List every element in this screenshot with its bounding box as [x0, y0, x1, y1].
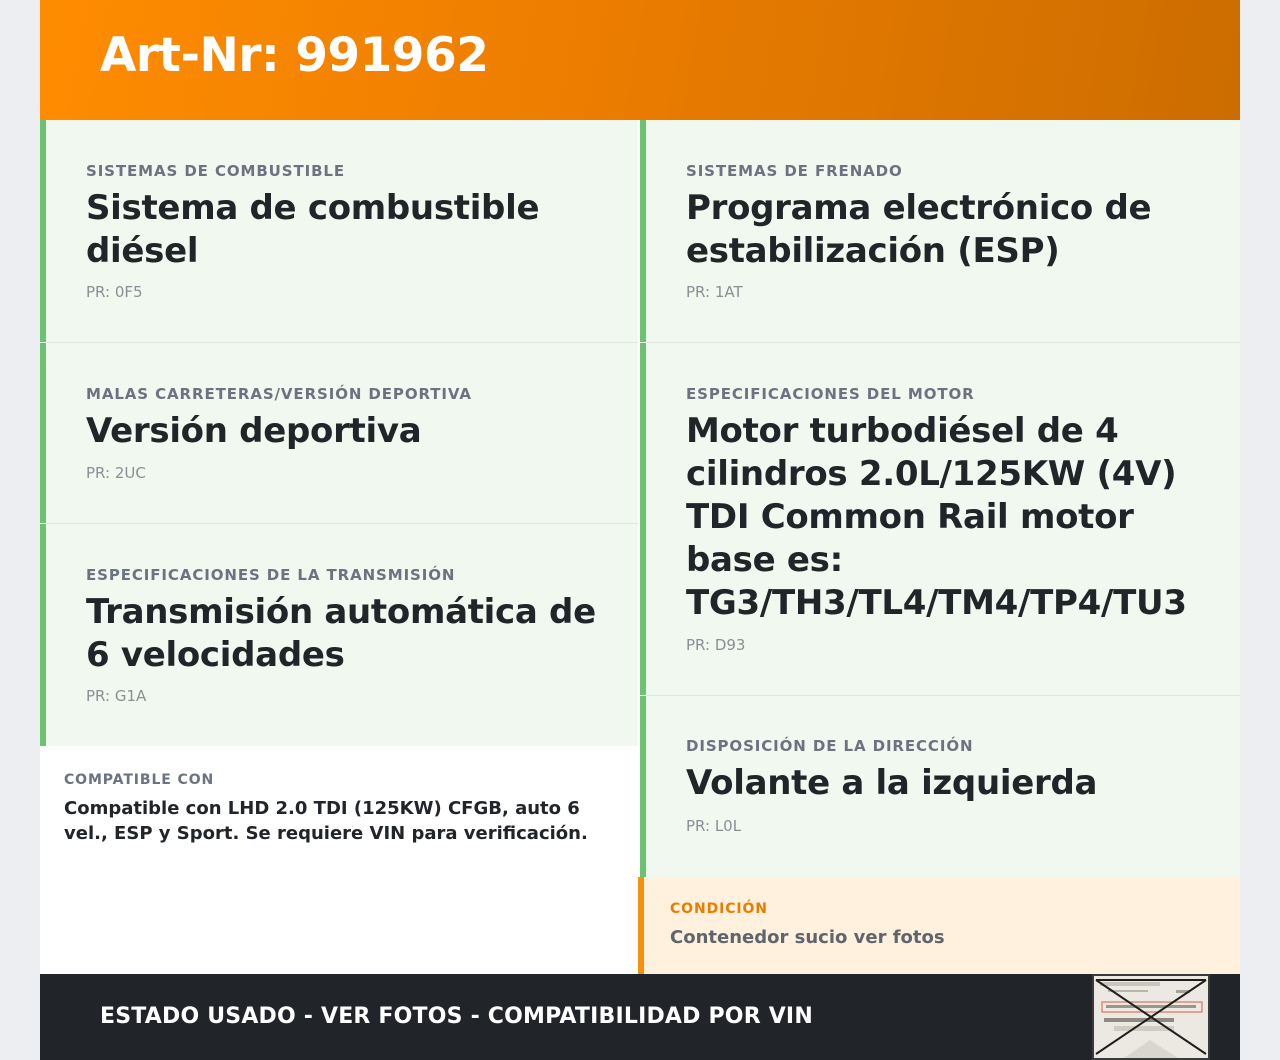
spec-pr-code: PR: D93	[686, 636, 746, 654]
spec-category: ESPECIFICACIONES DE LA TRANSMISIÓN	[86, 566, 456, 584]
spec-pr-code: PR: 2UC	[86, 464, 146, 482]
spec-card-sport-version	[40, 343, 638, 523]
compatibility-label: COMPATIBLE CON	[64, 772, 215, 788]
spec-category: MALAS CARRETERAS/VERSIÓN DEPORTIVA	[86, 385, 472, 403]
spec-value: Versión deportiva	[86, 411, 422, 451]
spec-pr-code: PR: G1A	[86, 687, 147, 705]
spec-value: Programa electrónico de estabilización (ESP)	[686, 188, 1152, 271]
compatibility-section	[40, 746, 638, 974]
footer-bar	[40, 974, 1240, 1060]
label-photo-thumbnail[interactable]	[1092, 974, 1210, 1060]
product-sheet	[40, 0, 1240, 1060]
condition-section	[638, 877, 1240, 974]
spec-category: ESPECIFICACIONES DEL MOTOR	[686, 385, 975, 403]
spec-card-engine	[640, 343, 1240, 695]
spec-value: Volante a la izquierda	[686, 763, 1098, 803]
condition-text: Contenedor sucio ver fotos	[670, 927, 945, 948]
label-photo-image	[1094, 976, 1208, 1058]
spec-card-braking	[640, 120, 1240, 342]
spec-category: DISPOSICIÓN DE LA DIRECCIÓN	[686, 737, 974, 755]
article-number-title: Art-Nr: 991962	[100, 28, 489, 83]
condition-label: CONDICIÓN	[670, 901, 768, 917]
compatibility-text: Compatible con LHD 2.0 TDI (125KW) CFGB, auto 6 vel., ESP y Sport. Se requiere VIN para verificación.	[64, 798, 588, 844]
spec-value: Transmisión automática de 6 velocidades	[86, 592, 596, 675]
spec-pr-code: PR: 0F5	[86, 283, 143, 301]
footer-status-text: ESTADO USADO - VER FOTOS - COMPATIBILIDAD POR VIN	[100, 1004, 813, 1029]
spec-pr-code: PR: L0L	[686, 817, 742, 835]
spec-value: Sistema de combustible diésel	[86, 188, 540, 271]
spec-category: SISTEMAS DE FRENADO	[686, 162, 903, 180]
spec-card-steering	[640, 696, 1240, 877]
spec-pr-code: PR: 1AT	[686, 283, 743, 301]
spec-category: SISTEMAS DE COMBUSTIBLE	[86, 162, 346, 180]
header-banner	[40, 0, 1240, 120]
spec-card-fuel-system	[40, 120, 638, 342]
spec-value: Motor turbodiésel de 4 cilindros 2.0L/125KW (4V) TDI Common Rail motor base es: TG3/TH3/TL4/TM4/TP4/TU3	[686, 411, 1187, 623]
spec-card-transmission	[40, 524, 638, 746]
